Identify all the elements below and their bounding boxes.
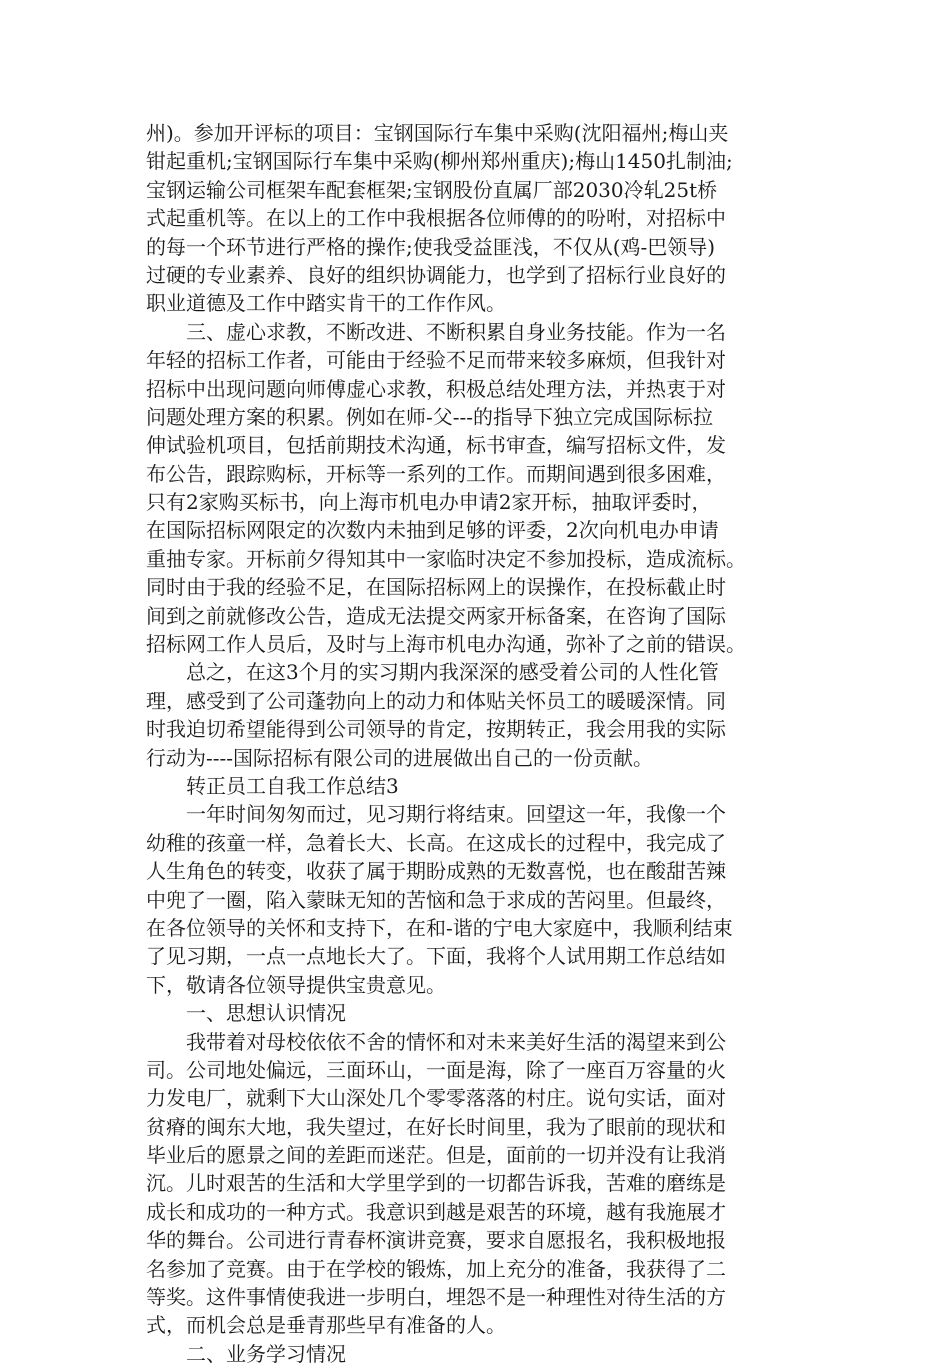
paragraph-line: 只有2家购买标书，向上海市机电办申请2家开标，抽取评委时， (146, 490, 712, 515)
paragraph-first-line: 我带着对母校依依不舍的情怀和对未来美好生活的渴望来到公 (186, 1029, 726, 1054)
paragraph-line: 等奖。这件事情使我进一步明白，埋怨不是一种理性对待生活的方 (146, 1285, 726, 1310)
paragraph-line: 沉。儿时艰苦的生活和大学里学到的一切都告诉我，苦难的磨练是 (146, 1171, 726, 1196)
paragraph-line: 名参加了竞赛。由于在学校的锻炼，加上充分的准备，我获得了二 (146, 1256, 726, 1281)
paragraph-line: 司。公司地处偏远，三面环山，一面是海，除了一座百万容量的火 (146, 1057, 726, 1082)
paragraph-line: 华的舞台。公司进行青春杯演讲竞赛，要求自愿报名，我积极地报 (146, 1228, 726, 1253)
paragraph-line: 招标网工作人员后，及时与上海市机电办沟通，弥补了之前的错误。 (146, 632, 746, 657)
paragraph-first-line: 一年时间匆匆而过，见习期行将结束。回望这一年，我像一个 (186, 802, 726, 827)
paragraph-line: 布公告，跟踪购标，开标等一系列的工作。而期间遇到很多困难， (146, 461, 726, 486)
paragraph-line: 同时由于我的经验不足，在国际招标网上的误操作，在投标截止时 (146, 575, 726, 600)
paragraph-first-line: 二、业务学习情况 (186, 1341, 346, 1366)
paragraph-line: 招标中出现问题向师傅虚心求教，积极总结处理方法，并热衷于对 (146, 376, 726, 401)
paragraph-line: 中兜了一圈，陷入蒙昧无知的苦恼和急于求成的苦闷里。但最终， (146, 887, 726, 912)
paragraph-line: 问题处理方案的积累。例如在师-父---的指导下独立完成国际标拉 (146, 404, 714, 429)
paragraph-line: 毕业后的愿景之间的差距而迷茫。但是，面前的一切并没有让我消 (146, 1143, 726, 1168)
paragraph-line: 式起重机等。在以上的工作中我根据各位师傅的的吩咐，对招标中 (146, 206, 726, 231)
paragraph-line: 伸试验机项目，包括前期技术沟通，标书审查，编写招标文件，发 (146, 433, 726, 458)
paragraph-line: 重抽专家。开标前夕得知其中一家临时决定不参加投标，造成流标。 (146, 546, 746, 571)
paragraph-line: 过硬的专业素养、良好的组织协调能力，也学到了招标行业良好的 (146, 262, 726, 287)
paragraph-line: 州)。参加开评标的项目：宝钢国际行车集中采购(沈阳福州;梅山夹 (146, 121, 729, 145)
paragraph-first-line: 总之，在这3个月的实习期内我深深的感受着公司的人性化管 (186, 660, 719, 685)
paragraph-line: 在国际招标网限定的次数内未抽到足够的评委，2次向机电办申请 (146, 518, 719, 543)
paragraph-line: 钳起重机;宝钢国际行车集中采购(柳州郑州重庆);梅山1450扎制油; (146, 149, 733, 174)
paragraph-first-line: 转正员工自我工作总结3 (186, 773, 399, 798)
paragraph-line: 年轻的招标工作者，可能由于经验不足而带来较多麻烦，但我针对 (146, 348, 726, 373)
paragraph-line: 下，敬请各位领导提供宝贵意见。 (146, 972, 446, 997)
paragraph-line: 间到之前就修改公告，造成无法提交两家开标备案，在咨询了国际 (146, 603, 726, 628)
paragraph-line: 在各位领导的关怀和支持下，在和-谐的宁电大家庭中，我顺利结束 (146, 915, 733, 940)
document-body (146, 119, 822, 1368)
paragraph-line: 力发电厂，就剩下大山深处几个零零落落的村庄。说句实话，面对 (146, 1086, 726, 1111)
paragraph-line: 成长和成功的一种方式。我意识到越是艰苦的环境，越有我施展才 (146, 1199, 726, 1224)
paragraph-first-line: 三、虚心求教，不断改进、不断积累自身业务技能。作为一名 (186, 319, 726, 344)
paragraph-line: 幼稚的孩童一样，急着长大、长高。在这成长的过程中，我完成了 (146, 830, 726, 855)
paragraph-line: 宝钢运输公司框架车配套框架;宝钢股份直属厂部2030冷轧25t桥 (146, 177, 718, 202)
paragraph-line: 了见习期，一点一点地长大了。下面，我将个人试用期工作总结如 (146, 944, 726, 969)
paragraph-first-line: 一、思想认识情况 (186, 1001, 346, 1026)
paragraph-line: 行动为----国际招标有限公司的进展做出自己的一份贡献。 (146, 745, 654, 770)
paragraph-line: 的每一个环节进行严格的操作;使我受益匪浅，不仅从(鸡-巴领导) (146, 234, 716, 259)
paragraph-line: 贫瘠的闽东大地，我失望过，在好长时间里，我为了眼前的现状和 (146, 1114, 726, 1139)
paragraph-line: 式，而机会总是垂青那些早有准备的人。 (146, 1313, 506, 1338)
paragraph-line: 理，感受到了公司蓬勃向上的动力和体贴关怀员工的暖暖深情。同 (146, 688, 726, 713)
paragraph-line: 职业道德及工作中踏实肯干的工作作风。 (146, 291, 506, 316)
paragraph-line: 人生角色的转变，收获了属于期盼成熟的无数喜悦，也在酸甜苦辣 (146, 859, 726, 884)
paragraph-line: 时我迫切希望能得到公司领导的肯定，按期转正，我会用我的实际 (146, 717, 726, 742)
